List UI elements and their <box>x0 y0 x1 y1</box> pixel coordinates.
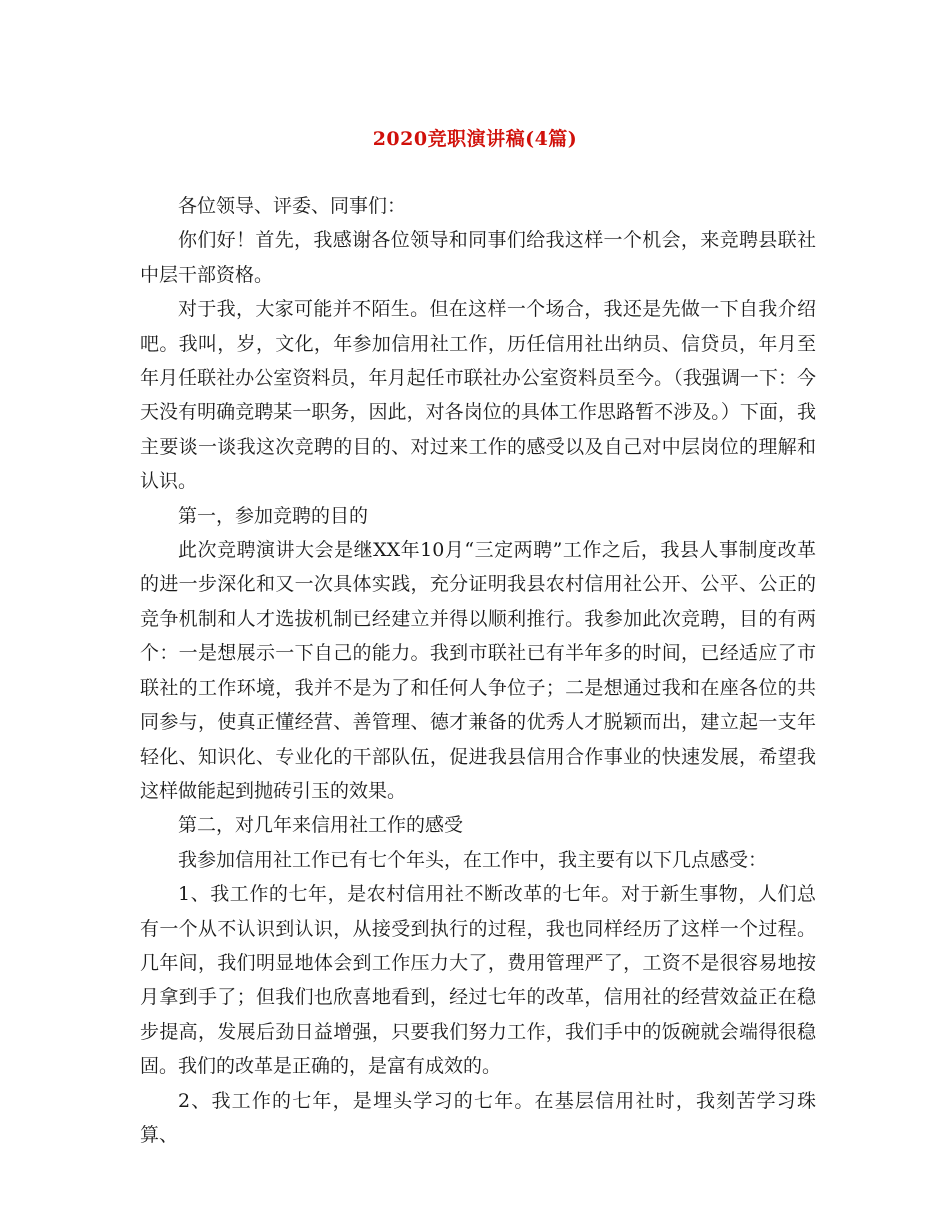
paragraph-self-introduction: 对于我，大家可能并不陌生。但在这样一个场合，我还是先做一下自我介绍吧。我叫，岁，文化，年参加信用社工作，历任信用社出纳员、信贷员，年月至年月任联社办公室资料员，年月起任市联社办公室资料员至今。（我强调一下：今天没有明确竞聘某一职务，因此，对各岗位的具体工作思路暂不涉及。）下面，我主要谈一谈我这次竞聘的目的、对过来工作的感受以及自己对中层岗位的理解和认识。 <box>140 298 816 493</box>
paragraph-salutation: 各位领导、评委、同事们： <box>178 195 407 217</box>
document-title: 2020竞职演讲稿(4篇) <box>372 128 578 150</box>
section-heading-feelings: 第二，对几年来信用社工作的感受 <box>178 814 464 837</box>
paragraph-feeling-2: 2、我工作的七年，是埋头学习的七年。在基层信用社时，我刻苦学习珠算、 <box>140 1089 816 1146</box>
document-body <box>140 189 816 1152</box>
paragraph-purpose: 此次竞聘演讲大会是继XX年10月“三定两聘”工作之后，我县人事制度改革的进一步深化和又一次具体实践，充分证明我县农村信用社公开、公平、公正的竞争机制和人才选拔机制已经建立并得以顺利推行。我参加此次竞聘，目的有两个：一是想展示一下自己的能力。我到市联社已有半年多的时间，已经适应了市联社的工作环境，我并不是为了和任何人争位子；二是想通过我和在座各位的共同参与，使真正懂经营、善管理、德才兼备的优秀人才脱颖而出，建立起一支年轻化、知识化、专业化的干部队伍，促进我县信用合作事业的快速发展，希望我这样做能起到抛砖引玉的效果。 <box>140 539 816 802</box>
paragraph-feeling-1: 1、我工作的七年，是农村信用社不断改革的七年。对于新生事物，人们总有一个从不认识到认识，从接受到执行的过程，我也同样经历了这样一个过程。几年间，我们明显地体会到工作压力大了，费用管理严了，工资不是很容易地按月拿到手了；但我们也欣喜地看到，经过七年的改革，信用社的经营效益正在稳步提高，发展后劲日益增强，只要我们努力工作，我们手中的饭碗就会端得很稳固。我们的改革是正确的，是富有成效的。 <box>140 883 816 1078</box>
section-heading-purpose: 第一，参加竞聘的目的 <box>178 504 369 527</box>
paragraph-greeting: 你们好！首先，我感谢各位领导和同事们给我这样一个机会，来竞聘县联社中层干部资格。 <box>140 229 816 286</box>
paragraph-feelings-intro: 我参加信用社工作已有七个年头，在工作中，我主要有以下几点感受： <box>178 848 768 871</box>
